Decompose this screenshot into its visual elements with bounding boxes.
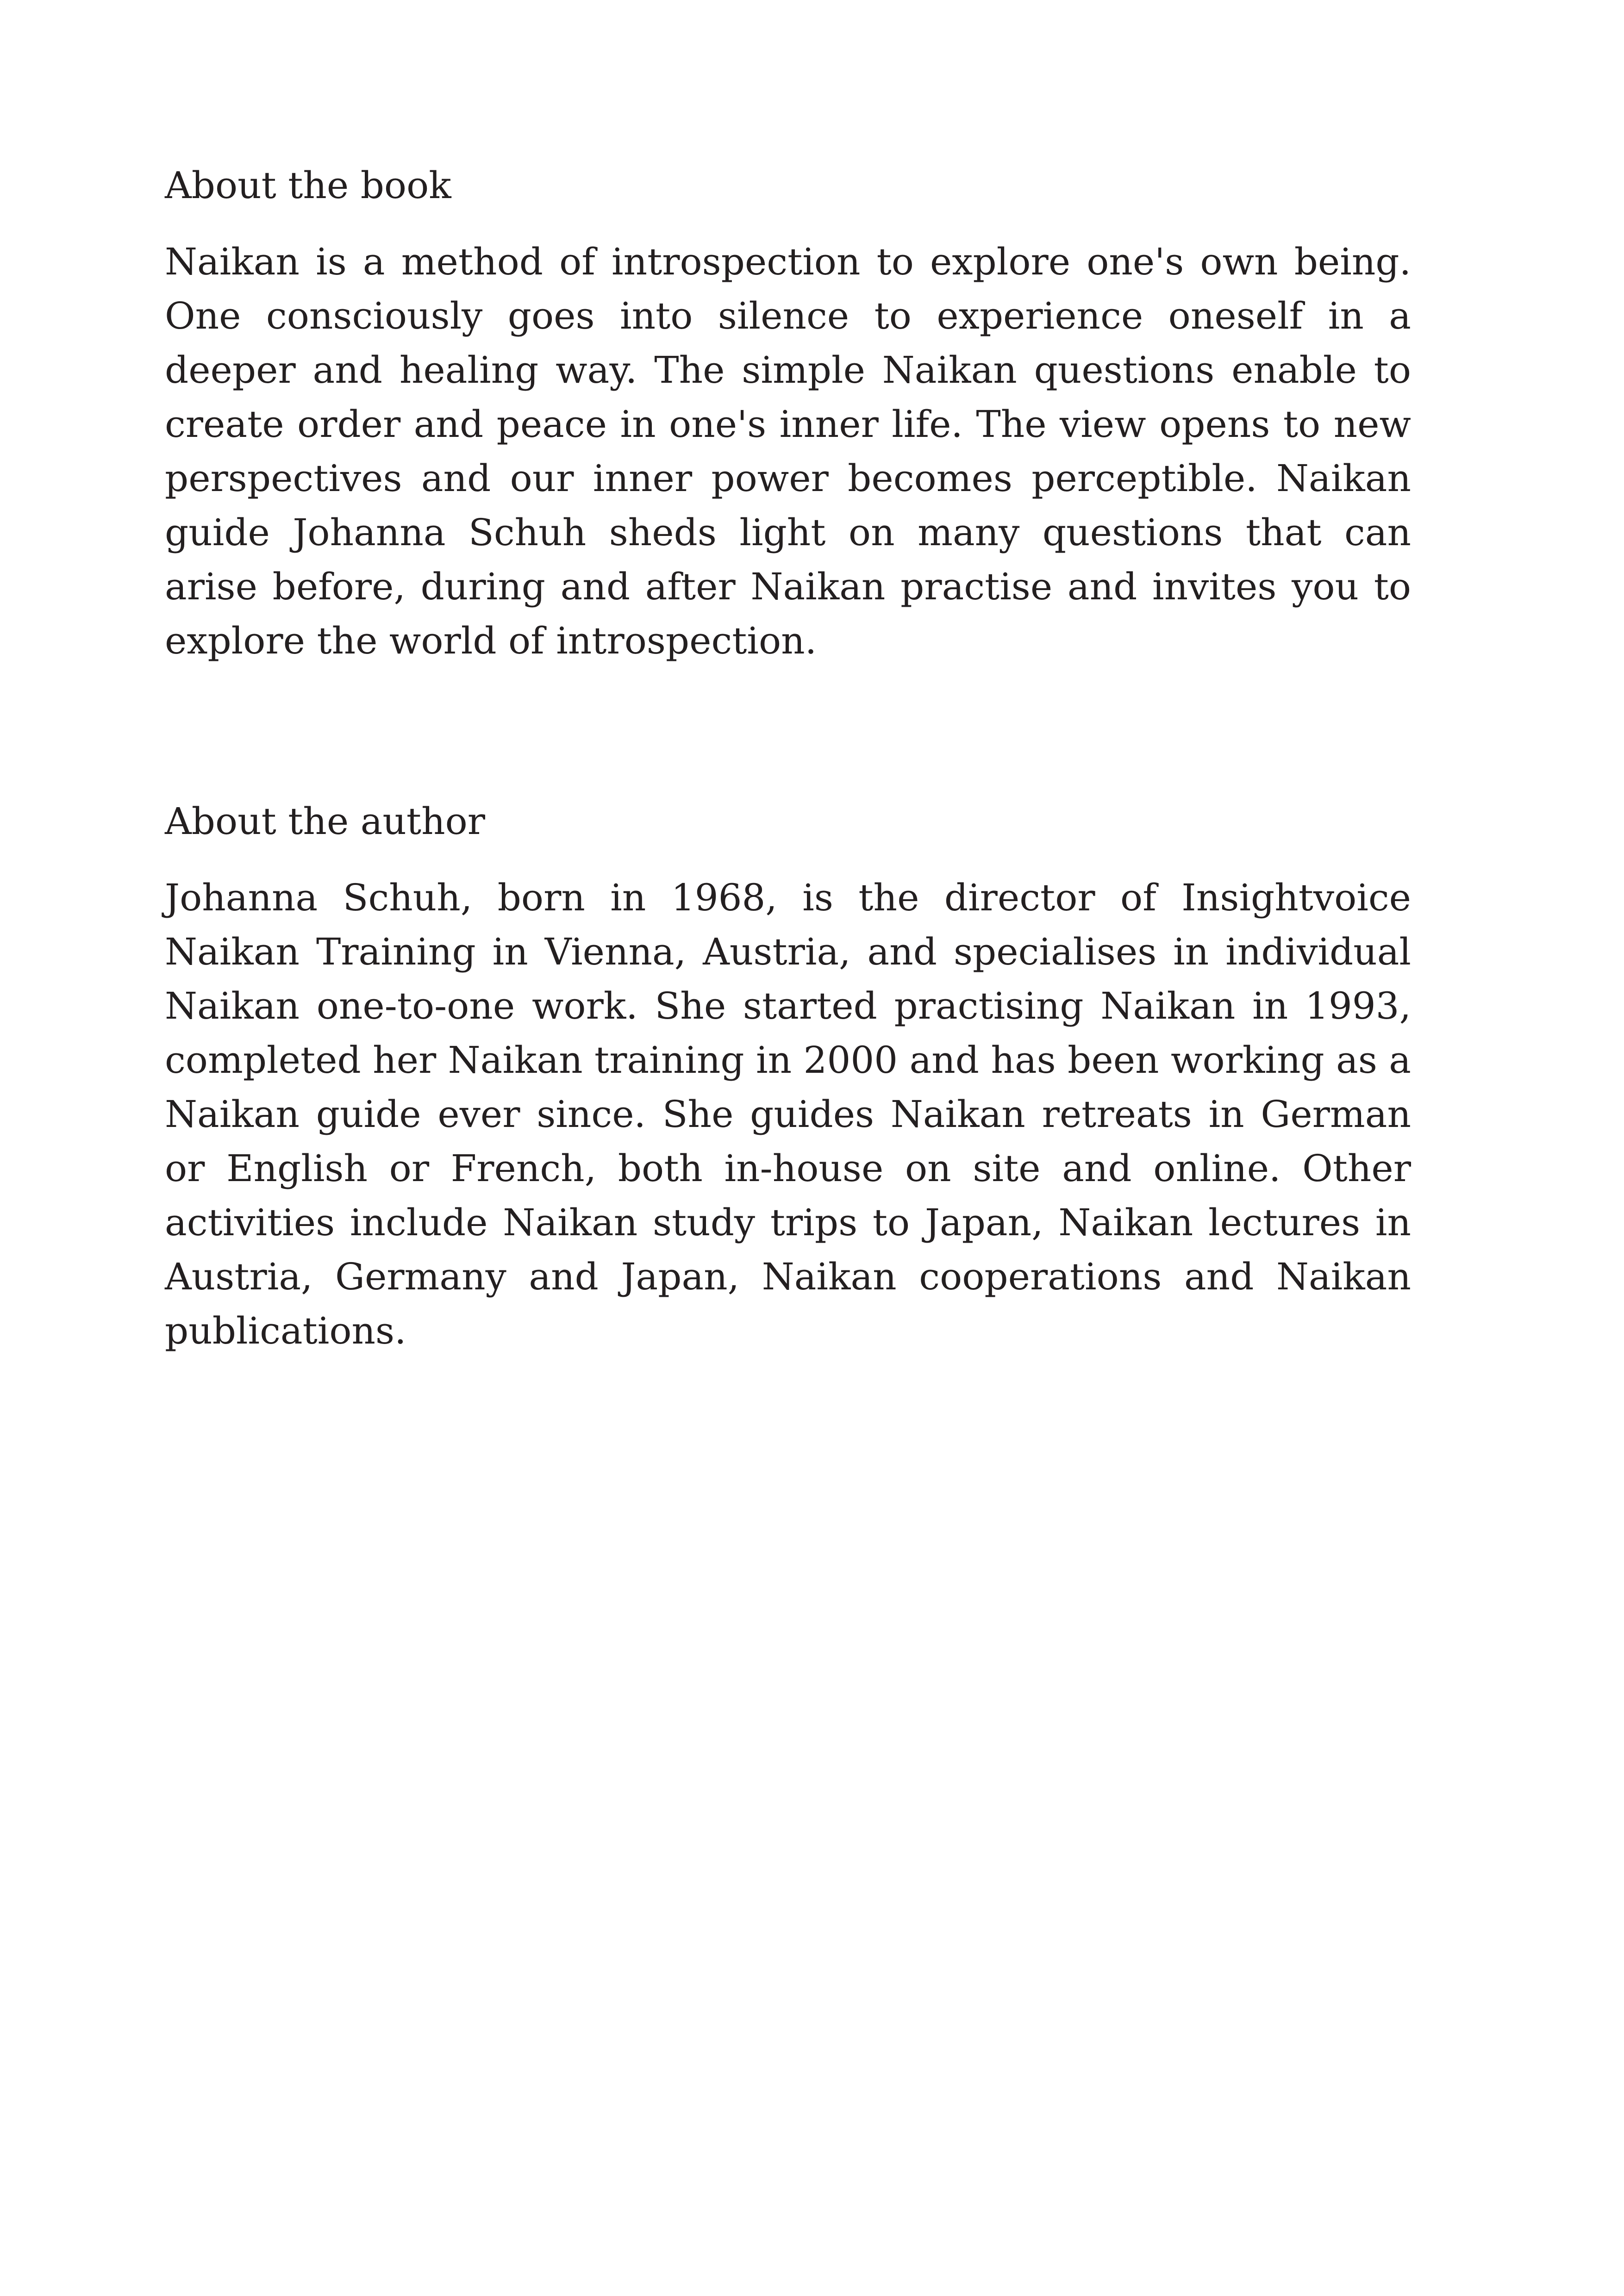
about-book-heading: About the book [165, 164, 451, 207]
about-book-text: Naikan is a method of introspection to explore one's own being. One consciously goes into silence to experience oneself in a deeper and healing way. The simple Naikan questions enable to create order and peace in one's inner life. The view opens to new perspectives and our inner power becomes perceptible. Naikan guide Johanna Schuh sheds light on many questions that can arise before, during and after Naikan practise and invites you to explore the world of introspection. [165, 240, 1411, 662]
about-author-heading: About the author [165, 800, 485, 843]
about-author-text: Johanna Schuh, born in 1968, is the director of Insightvoice Naikan Training in Vienna, Austria, and specialises in individual Naikan one-to-one work. She started practising Naikan in 1993, completed her Naikan training in 2000 and has been working as a Naikan guide ever since. She guides Naikan retreats in German or English or French, both in-house on site and online. Other activities include Naikan study trips to Japan, Naikan lectures in Austria, Germany and Japan, Naikan cooperations and Naikan publications. [165, 876, 1411, 1352]
page-content [165, 158, 1411, 1358]
about-book-section [165, 158, 1411, 668]
about-author-section [165, 794, 1411, 1358]
